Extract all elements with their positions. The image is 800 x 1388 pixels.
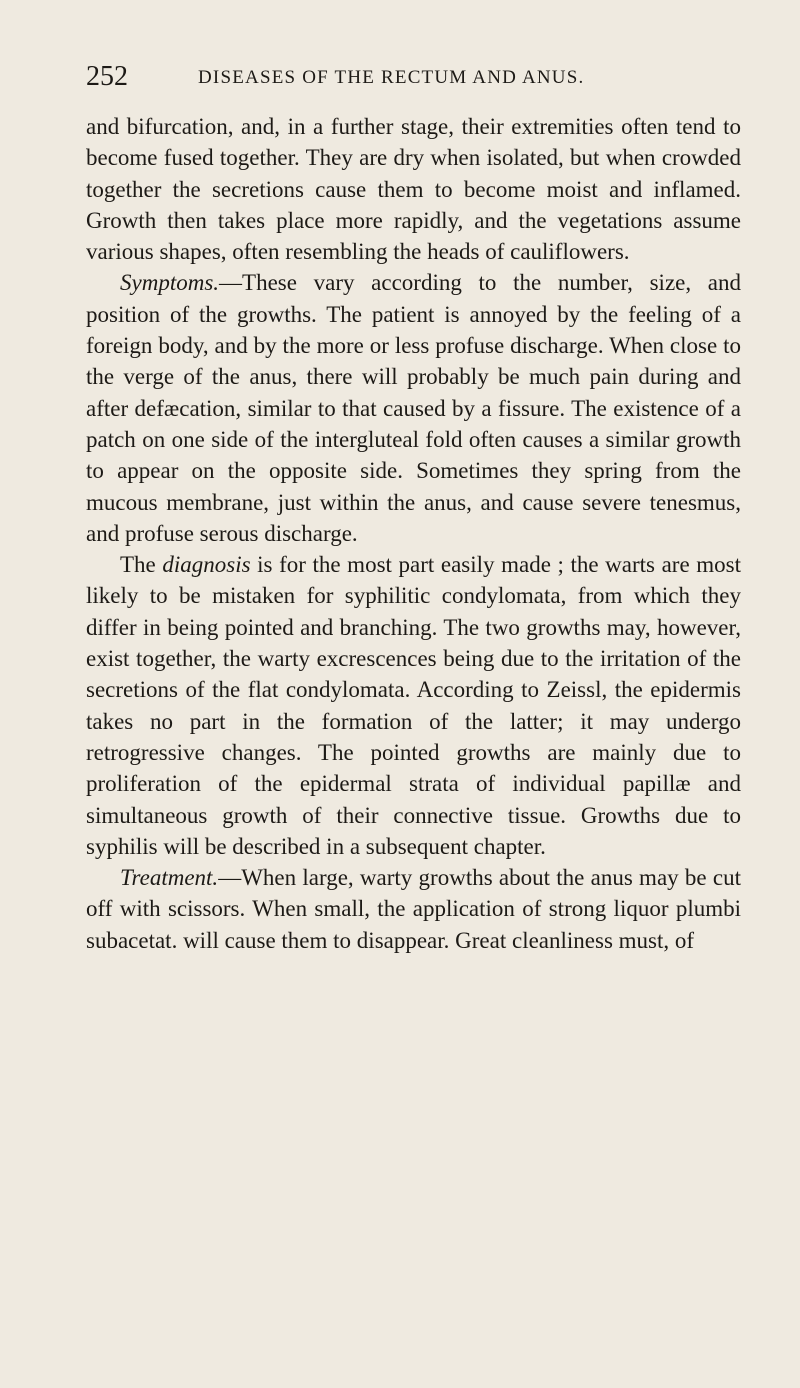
section-lead-treatment: Treatment. — [120, 865, 219, 891]
paragraph-continuation — [86, 111, 741, 267]
paragraph-text: —When large, warty growths about the anus may be cut off with scissors. When small, the application of strong liquor plumbi subacetat. will cause them to disappear. Great cleanliness must, of — [86, 865, 741, 953]
page-number: 252 — [86, 61, 128, 92]
paragraph-text: is for the most part easily made ; the warts are most likely to be mistaken for syphilitic condylomata, from which they differ in being pointed and branching. The two growths may, however, exist together, the warty excrescences being due to the irritation of the secretions of the flat condylomata. According to Zeissl, the epidermis takes no part in the formation of the latter; it may undergo retrogressive changes. The pointed growths are mainly due to proliferation of the epidermal strata of individual papillæ and simultaneous growth of their connective tissue. Growths due to syphilis will be described in a subsequent chapter. — [86, 552, 741, 859]
paragraph-symptoms — [86, 267, 741, 549]
body-text — [86, 111, 741, 956]
paragraph-text: and bifurcation, and, in a further stage, their extremities often tend to become fused together. They are dry when isolated, but when crowded together the secretions cause them to become moist and inflamed. Growth then takes place more rapidly, and the vegetations assume various shapes, often resembling the heads of cauliflowers. — [86, 114, 741, 265]
paragraph-diagnosis — [86, 549, 741, 862]
section-lead-diagnosis: diagnosis — [162, 552, 251, 578]
section-lead-symptoms: Symptoms. — [120, 270, 220, 296]
running-head: DISEASES OF THE RECTUM AND ANUS. — [198, 67, 585, 88]
paragraph-treatment — [86, 862, 741, 956]
paragraph-prefix: The — [120, 552, 163, 578]
page-header — [86, 62, 726, 92]
paragraph-text: —These vary according to the number, size, and position of the growths. The patient is annoyed by the feeling of a foreign body, and by the more or less profuse discharge. When close to the verge of the anus, there will probably be much pain during and after defæcation, similar to that caused by a fissure. The existence of a patch on one side of the intergluteal fold often causes a similar growth to appear on the opposite side. Sometimes they spring from the mucous membrane, just within the anus, and cause severe tenesmus, and profuse serous discharge. — [86, 270, 741, 546]
